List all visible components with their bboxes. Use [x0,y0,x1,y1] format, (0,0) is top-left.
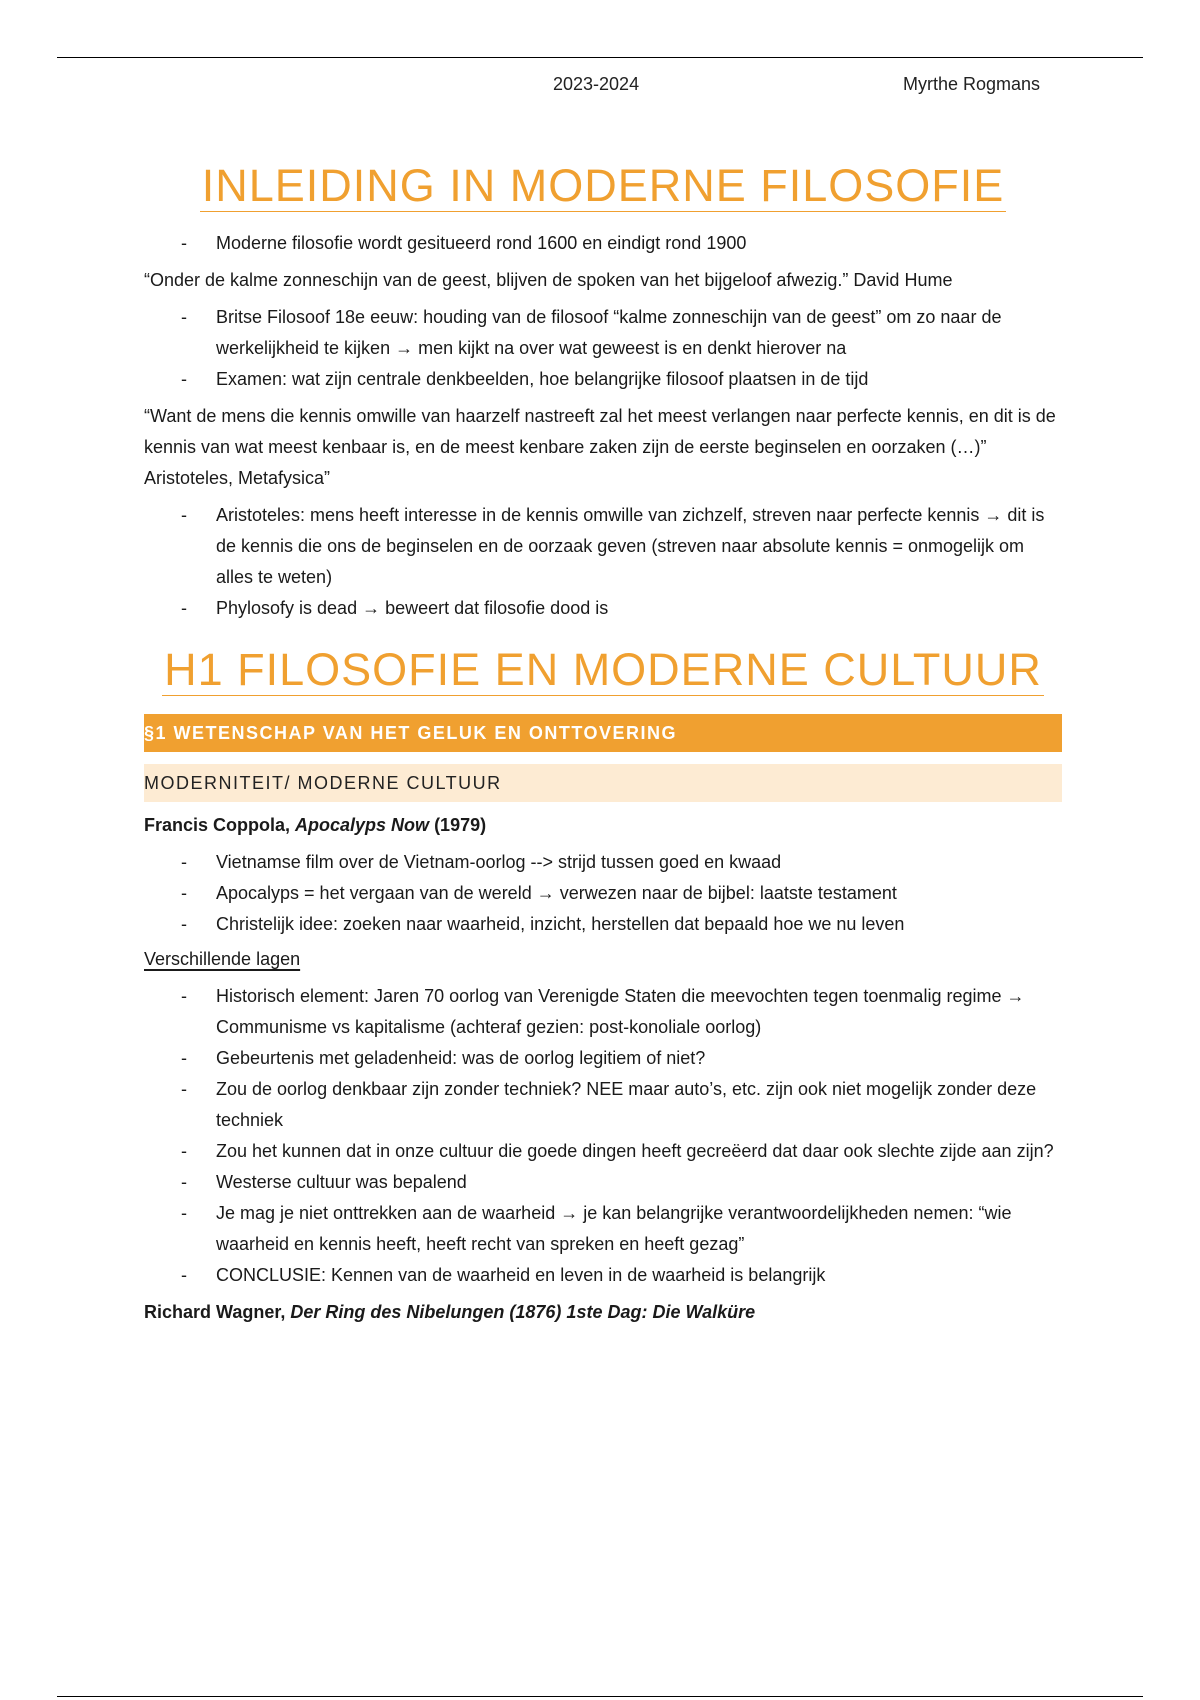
intro-bullets-3 [144,500,1062,624]
list-item: - Apocalyps = het vergaan van de wereld → verwezen naar de bijbel: laatste testament [144,878,1062,909]
section-heading-text: §1 WETENSCHAP VAN HET GELUK EN ONTTOVERING [144,723,678,743]
intro-title-text: INLEIDING IN MODERNE FILOSOFIE [201,160,1005,211]
document-body [144,160,1062,1328]
list-item: - Historisch element: Jaren 70 oorlog van Verenigde Staten die meevochten tegen toenmalig regime → Communisme vs kapitalisme (achteraf gezien: post-konoliale oorlog) [144,981,1062,1043]
section-heading [144,714,1062,752]
chapter-title [144,644,1062,696]
list-item: - Gebeurtenis met geladenheid: was de oorlog legitiem of niet? [144,1043,1062,1074]
list-item: - Phylosofy is dead → beweert dat filosofie dood is [144,593,1062,624]
layers-heading-text: Verschillende lagen [144,949,301,969]
header-author: Myrthe Rogmans [903,74,1041,94]
subsection-heading-text: MODERNITEIT/ MODERNE CULTUUR [144,773,502,793]
list-item: - Aristoteles: mens heeft interesse in de kennis omwille van zichzelf, streven naar perfecte kennis → dit is de kennis die ons de beginselen en de oorzaak geven (streven naar absolute kennis = onmogelijk om alles te weten) [144,500,1062,593]
layers-bullets [144,981,1062,1291]
intro-title [144,160,1062,212]
film-year: (1979) [429,815,487,835]
film-bullets [144,847,1062,940]
list-item: - Moderne filosofie wordt gesitueerd rond 1600 en eindigt rond 1900 [144,228,1062,259]
list-item: - Zou de oorlog denkbaar zijn zonder techniek? NEE maar auto’s, etc. zijn ook niet mogelijk zonder deze techniek [144,1074,1062,1136]
chapter-title-text: H1 FILOSOFIE EN MODERNE CULTUUR [164,644,1042,695]
intro-bullets-1 [144,228,1062,259]
layers-heading [144,944,1062,975]
list-item: - Britse Filosoof 18e eeuw: houding van de filosoof “kalme zonneschijn van de geest” om zo naar de werkelijkheid te kijken → men kijkt na over wat geweest is en denkt hierover na [144,302,1062,364]
intro-bullets-2 [144,302,1062,395]
bottom-rule [57,1696,1143,1697]
list-item: - CONCLUSIE: Kennen van de waarheid en leven in de waarheid is belangrijk [144,1260,1062,1291]
header-year: 2023-2024 [553,74,640,94]
list-item: - Westerse cultuur was bepalend [144,1167,1062,1198]
hume-quote: “Onder de kalme zonneschijn van de geest, blijven de spoken van het bijgeloof afwezig.” David Hume [144,270,953,290]
list-item: - Je mag je niet onttrekken aan de waarheid → je kan belangrijke verantwoordelijkheden nemen: “wie waarheid en kennis heeft, heeft recht van spreken en heeft gezag” [144,1198,1062,1260]
subsection-heading [144,764,1062,802]
film-title: Apocalyps Now [295,815,430,835]
list-item: - Vietnamse film over de Vietnam-oorlog --> strijd tussen goed en kwaad [144,847,1062,878]
opera-title: Der Ring des Nibelungen (1876) 1ste Dag: Die Walküre [290,1302,756,1322]
opera-author: Richard Wagner, [144,1302,291,1322]
opera-reference [144,1297,1062,1328]
list-item: - Christelijk idee: zoeken naar waarheid, inzicht, herstellen dat bepaald hoe we nu leven [144,909,1062,940]
film-author: Francis Coppola, [144,815,296,835]
aristoteles-quote: “Want de mens die kennis omwille van haarzelf nastreeft zal het meest verlangen naar perfecte kennis, en dit is de kennis van wat meest kenbaar is, en de meest kenbare zaken zijn de eerste beginselen en oorzaken (…)” Aristoteles, Metafysica” [144,406,1056,488]
film-reference [144,810,1062,841]
top-rule [57,57,1143,58]
list-item: - Zou het kunnen dat in onze cultuur die goede dingen heeft gecreëerd dat daar ook slechte zijde aan zijn? [144,1136,1062,1167]
list-item: - Examen: wat zijn centrale denkbeelden, hoe belangrijke filosoof plaatsen in de tijd [144,364,1062,395]
